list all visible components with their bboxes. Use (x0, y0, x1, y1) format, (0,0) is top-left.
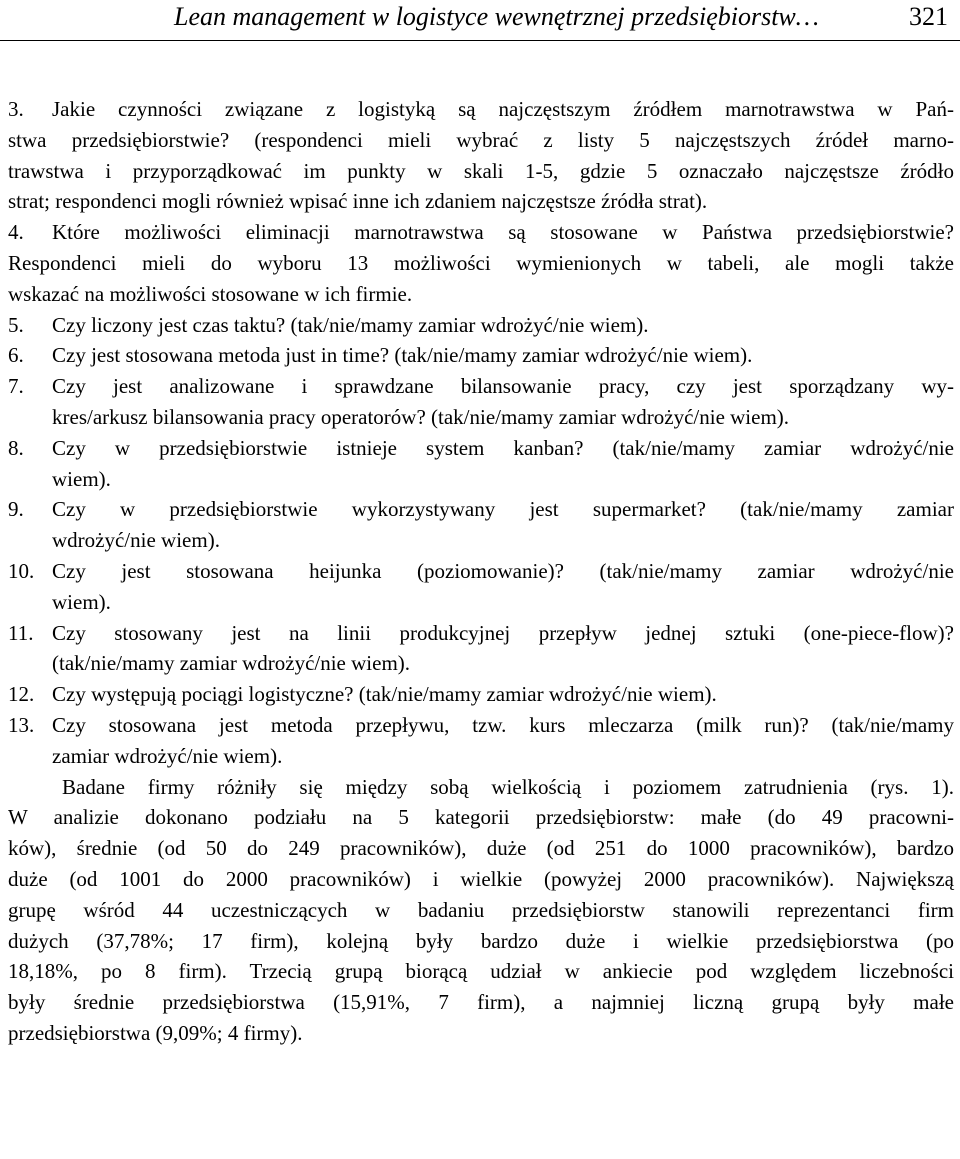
question-number: 13. (8, 712, 35, 737)
question-text (8, 217, 954, 309)
question-number: 8. (8, 435, 24, 460)
question-number: 11. (8, 620, 34, 645)
text-line: Które możliwości eliminacji marnotrawstwa są stosowane w Państwa przedsiębiorstwie? (52, 220, 954, 245)
running-header-title: Lean management w logistyce wewnętrznej przedsiębiorstw… (174, 2, 819, 31)
question-item (8, 679, 954, 710)
question-number: 12. (8, 682, 35, 707)
question-number: 5. (8, 312, 24, 337)
question-list (8, 94, 954, 772)
page-body (8, 94, 954, 1049)
question-text (52, 494, 954, 556)
paragraph-line: ków), średnie (od 50 do 249 pracowników), duże (od 251 do 1000 pracowników), bardzo (8, 836, 954, 861)
question-text (52, 710, 954, 772)
question-text (52, 340, 954, 371)
text-line: Czy jest stosowana metoda just in time? (tak/nie/mamy zamiar wdrożyć/nie wiem). (52, 343, 753, 368)
question-text (52, 679, 954, 710)
text-line: Jakie czynności związane z logistyką są najczęstszym źródłem marnotrawstwa w Pań- (52, 97, 954, 121)
text-line: stwa przedsiębiorstwie? (respondenci mieli wybrać z listy 5 najczęstszych źródeł marno- (8, 127, 954, 152)
question-text (8, 94, 954, 217)
question-number: 3. (8, 97, 24, 121)
text-line: kres/arkusz bilansowania pracy operatorów? (tak/nie/mamy zamiar wdrożyć/nie wiem). (52, 404, 790, 429)
paragraph-line: Badane firmy różniły się między sobą wielkością i poziomem zatrudnienia (rys. 1). (62, 774, 954, 799)
paragraph-line: W analizie dokonano podziału na 5 kategorii przedsiębiorstw: małe (do 49 pracowni- (8, 805, 954, 830)
question-item (8, 94, 954, 217)
running-header (0, 0, 960, 42)
paragraph-line: były średnie przedsiębiorstwa (15,91%, 7 firm), a najmniej liczną grupą były małe (8, 990, 954, 1015)
question-text (52, 310, 954, 341)
text-line: wskazać na możliwości stosowane w ich firmie. (8, 281, 413, 306)
question-number: 9. (8, 497, 24, 522)
question-number: 6. (8, 343, 24, 368)
question-item (8, 494, 954, 556)
text-line: Czy jest stosowana heijunka (poziomowanie)? (tak/nie/mamy zamiar wdrożyć/nie (52, 558, 954, 583)
body-paragraph (8, 772, 954, 1049)
question-text (52, 618, 954, 680)
question-text (52, 371, 954, 433)
paragraph-line: 18,18%, po 8 firm). Trzecią grupą biorącą udział w ankiecie pod względem liczebności (8, 959, 954, 984)
header-divider (0, 40, 960, 41)
paragraph-line: duże (od 1001 do 2000 pracowników) i wielkie (powyżej 2000 pracowników). Największą (8, 866, 954, 891)
text-line: wiem). (52, 466, 111, 491)
question-item (8, 433, 954, 495)
question-item (8, 556, 954, 618)
text-line: wdrożyć/nie wiem). (52, 528, 220, 553)
question-text (52, 556, 954, 618)
question-number: 7. (8, 374, 24, 399)
text-line: trawstwa i przyporządkować im punkty w skali 1-5, gdzie 5 oznaczało najczęstsze źródło (8, 158, 954, 183)
text-line: Czy stosowany jest na linii produkcyjnej przepływ jednej sztuki (one-piece-flow)? (52, 620, 954, 645)
paragraph-line: dużych (37,78%; 17 firm), kolejną były bardzo duże i wielkie przedsiębiorstwa (po (8, 928, 954, 953)
text-line: Czy w przedsiębiorstwie wykorzystywany jest supermarket? (tak/nie/mamy zamiar (52, 497, 954, 522)
paragraph-line: grupę wśród 44 uczestniczących w badaniu przedsiębiorstw stanowili reprezentanci firm (8, 897, 954, 922)
question-text (52, 433, 954, 495)
text-line: (tak/nie/mamy zamiar wdrożyć/nie wiem). (52, 651, 411, 676)
question-number: 4. (8, 220, 24, 245)
text-line: Czy jest analizowane i sprawdzane bilansowanie pracy, czy jest sporządzany wy- (52, 374, 954, 399)
paragraph-line: przedsiębiorstwa (9,09%; 4 firmy). (8, 1020, 303, 1045)
page-number: 321 (909, 2, 948, 31)
text-line: strat; respondenci mogli również wpisać inne ich zdaniem najczęstsze źródła strat). (8, 189, 708, 214)
text-line: wiem). (52, 589, 111, 614)
question-item (8, 217, 954, 309)
text-line: Czy stosowana jest metoda przepływu, tzw. kurs mleczarza (milk run)? (tak/nie/mamy (52, 712, 954, 737)
text-line: Respondenci mieli do wyboru 13 możliwości wymienionych w tabeli, ale mogli także (8, 250, 954, 275)
text-line: Czy liczony jest czas taktu? (tak/nie/mamy zamiar wdrożyć/nie wiem). (52, 312, 649, 337)
question-item (8, 618, 954, 680)
question-item (8, 340, 954, 371)
question-number: 10. (8, 558, 35, 583)
text-line: zamiar wdrożyć/nie wiem). (52, 743, 283, 768)
question-item (8, 710, 954, 772)
question-item (8, 310, 954, 341)
text-line: Czy w przedsiębiorstwie istnieje system kanban? (tak/nie/mamy zamiar wdrożyć/nie (52, 435, 954, 460)
question-item (8, 371, 954, 433)
text-line: Czy występują pociągi logistyczne? (tak/nie/mamy zamiar wdrożyć/nie wiem). (52, 682, 717, 707)
